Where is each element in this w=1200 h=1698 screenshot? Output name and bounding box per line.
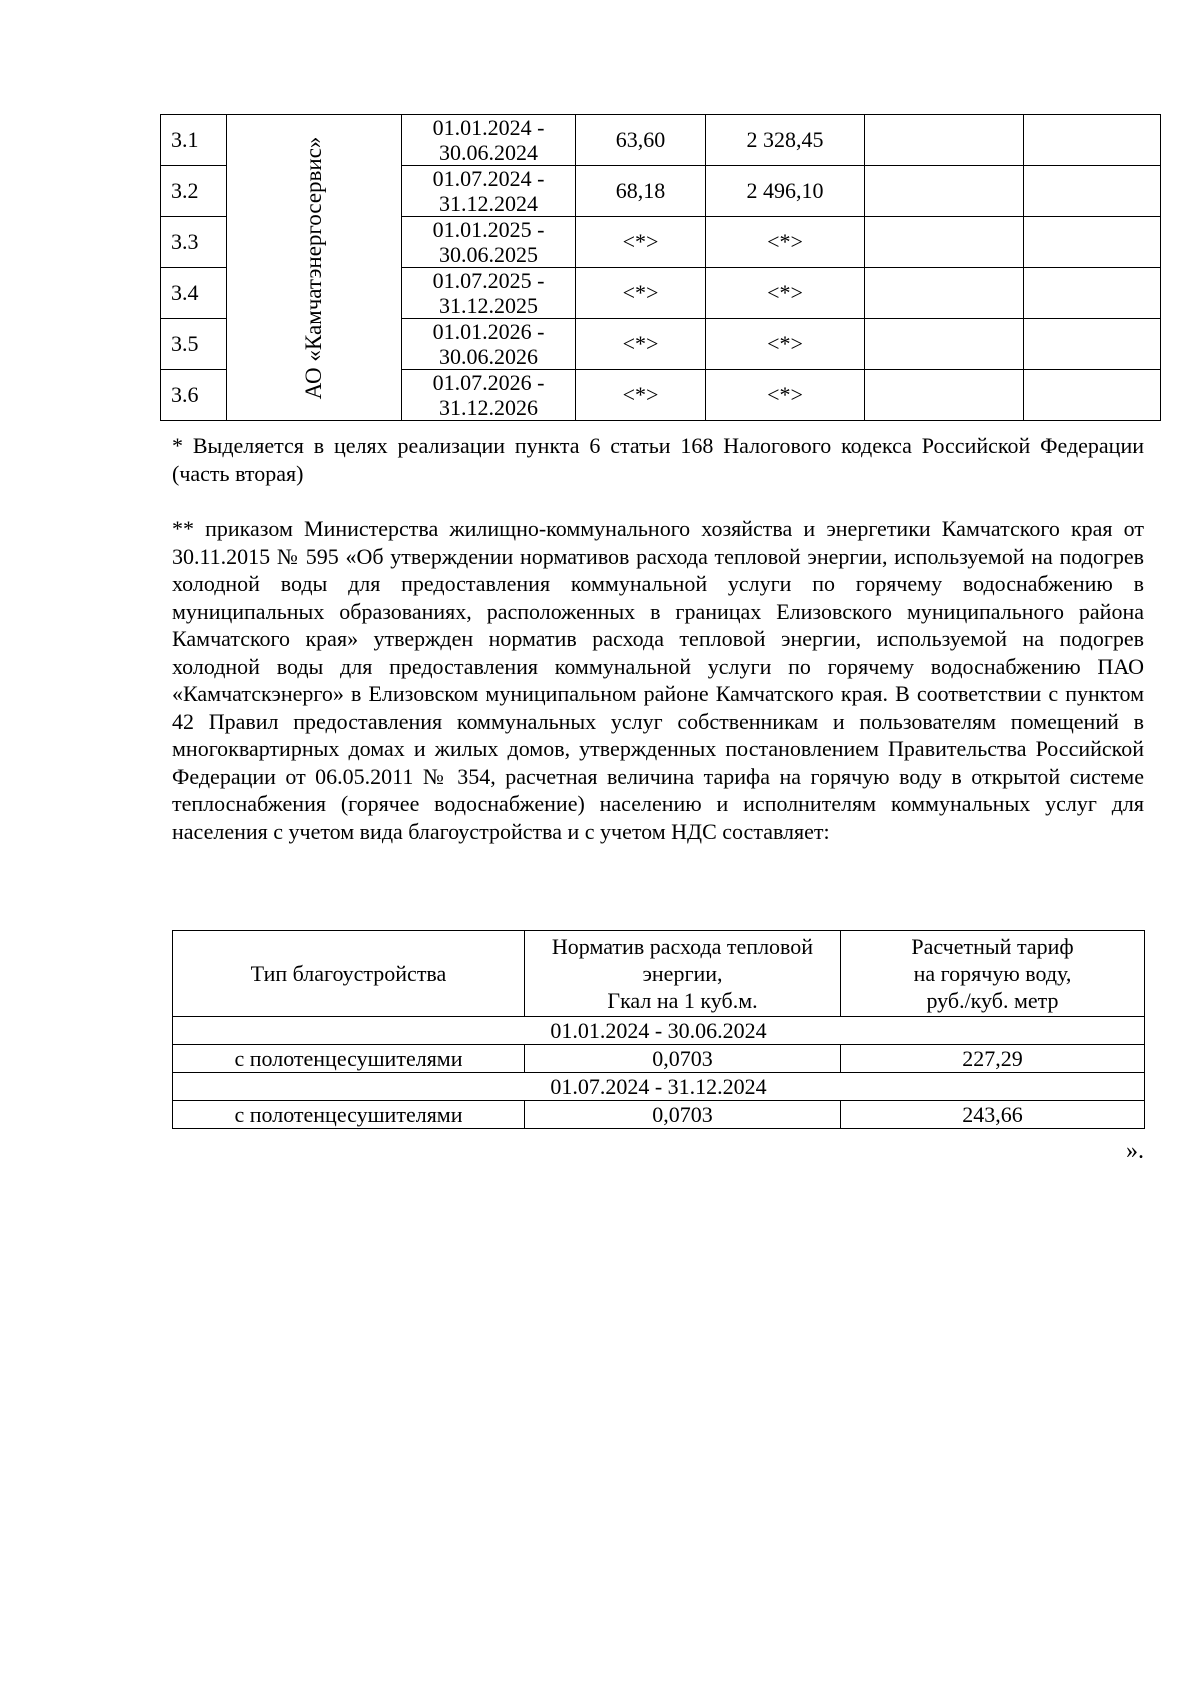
header-type: Тип благоустройства	[173, 931, 525, 1017]
value-cell: <*>	[576, 217, 706, 268]
period-cell	[402, 319, 576, 370]
header-tariff-line: руб./куб. метр	[926, 988, 1059, 1013]
norm-value: 0,0703	[525, 1101, 841, 1129]
value-cell: <*>	[576, 268, 706, 319]
row-number: 3.4	[161, 268, 227, 319]
period-end: 30.06.2026	[439, 344, 538, 369]
footnote-order: ** приказом Министерства жилищно-коммунального хозяйства и энергетики Камчатского края от 30.11.2015 № 595 «Об утверждении нормативов расхода тепловой энергии, используемой на подогрев холодной воды для предоставления коммунальной услуги по горячему водоснабжению в муниципальных образованиях, расположенных в границах Елизовского муниципального района Камчатского края» утвержден норматив расхода тепловой энергии, используемой на подогрев холодной воды для предоставления коммунальной услуги по горячему водоснабжению ПАО «Камчатскэнерго» в Елизовском муниципальном районе Камчатского края. В соответствии с пунктом 42 Правил предоставления коммунальных услуг собственникам и пользователям помещений в многоквартирных домах и жилых домов, утвержденных постановлением Правительства Российской Федерации от 06.05.2011 № 354, расчетная величина тарифа на горячую воду в открытой системе теплоснабжения (горячее водоснабжение) населению и исполнителям коммунальных услуг для населения с учетом вида благоустройства и с учетом НДС составляет:	[172, 516, 1144, 844]
row-number: 3.5	[161, 319, 227, 370]
period-label: 01.07.2024 - 31.12.2024	[173, 1073, 1145, 1101]
row-number: 3.3	[161, 217, 227, 268]
period-end: 31.12.2025	[439, 293, 538, 318]
value-cell: <*>	[706, 268, 865, 319]
period-row	[173, 1017, 1145, 1045]
period-start: 01.07.2024 -	[432, 166, 545, 191]
table-row	[161, 115, 1161, 166]
value-cell: <*>	[576, 319, 706, 370]
footnote-vat: * Выделяется в целях реализации пункта 6 статьи 168 Налогового кодекса Российской Федерации (часть вторая)	[172, 433, 1144, 486]
table-header-row	[173, 931, 1145, 1017]
period-cell	[402, 370, 576, 421]
period-end: 31.12.2026	[439, 395, 538, 420]
tariff-value: 227,29	[841, 1045, 1145, 1073]
value-cell	[1024, 370, 1161, 421]
period-start: 01.01.2025 -	[432, 217, 545, 242]
value-cell: <*>	[706, 370, 865, 421]
row-number: 3.6	[161, 370, 227, 421]
value-cell	[1024, 115, 1161, 166]
norm-value: 0,0703	[525, 1045, 841, 1073]
value-cell	[865, 115, 1024, 166]
value-cell	[1024, 166, 1161, 217]
value-cell: <*>	[706, 217, 865, 268]
table-row	[173, 1101, 1145, 1129]
period-end: 31.12.2024	[439, 191, 538, 216]
value-cell: <*>	[576, 370, 706, 421]
header-tariff-line: на горячую воду,	[913, 961, 1072, 986]
value-cell: <*>	[706, 319, 865, 370]
period-row	[173, 1073, 1145, 1101]
value-cell	[865, 217, 1024, 268]
period-cell	[402, 115, 576, 166]
header-tariff	[841, 931, 1145, 1017]
header-norm-line: энергии,	[642, 961, 723, 986]
value-cell	[865, 268, 1024, 319]
value-cell: 68,18	[576, 166, 706, 217]
improvement-type: с полотенцесушителями	[173, 1045, 525, 1073]
header-norm	[525, 931, 841, 1017]
table-row	[173, 1045, 1145, 1073]
row-number: 3.1	[161, 115, 227, 166]
norm-table	[172, 930, 1145, 1129]
period-cell	[402, 268, 576, 319]
value-cell	[865, 166, 1024, 217]
organization-name: АО «Камчатэнергосервис»	[301, 136, 326, 399]
value-cell	[865, 370, 1024, 421]
header-norm-line: Норматив расхода тепловой	[551, 934, 814, 959]
period-label: 01.01.2024 - 30.06.2024	[173, 1017, 1145, 1045]
period-end: 30.06.2025	[439, 242, 538, 267]
period-start: 01.07.2025 -	[432, 268, 545, 293]
closing-quote: ».	[1126, 1138, 1144, 1164]
period-start: 01.07.2026 -	[432, 370, 545, 395]
value-cell	[1024, 268, 1161, 319]
value-cell	[1024, 217, 1161, 268]
improvement-type: с полотенцесушителями	[173, 1101, 525, 1129]
value-cell: 2 496,10	[706, 166, 865, 217]
value-cell	[1024, 319, 1161, 370]
header-tariff-line: Расчетный тариф	[911, 934, 1074, 959]
value-cell: 63,60	[576, 115, 706, 166]
organization-cell	[227, 115, 402, 421]
period-start: 01.01.2024 -	[432, 115, 545, 140]
value-cell	[865, 319, 1024, 370]
period-cell	[402, 217, 576, 268]
row-number: 3.2	[161, 166, 227, 217]
tariff-table	[160, 114, 1161, 421]
period-start: 01.01.2026 -	[432, 319, 545, 344]
tariff-value: 243,66	[841, 1101, 1145, 1129]
period-cell	[402, 166, 576, 217]
value-cell: 2 328,45	[706, 115, 865, 166]
header-norm-line: Гкал на 1 куб.м.	[607, 988, 758, 1013]
period-end: 30.06.2024	[439, 140, 538, 165]
